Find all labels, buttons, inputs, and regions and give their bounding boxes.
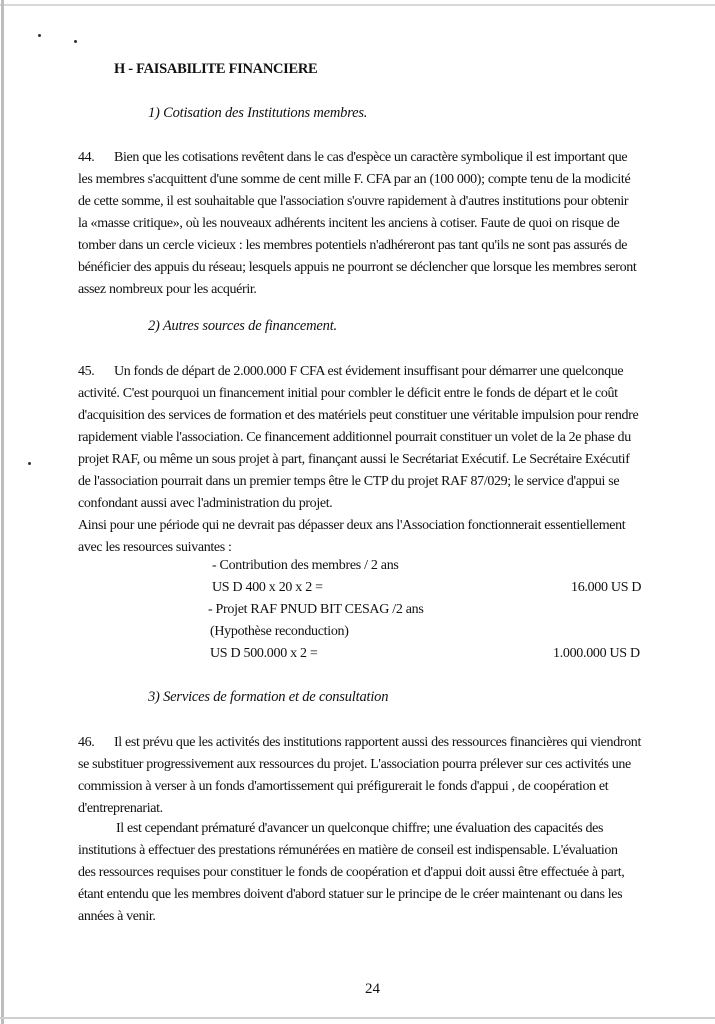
text-line: avec les resources suivantes : [78,540,232,555]
text-line: Il est cependant prématuré d'avancer un quelconque chiffre; une évaluation des capacités des [116,821,604,836]
scan-left-edge [1,0,4,1024]
scan-speck [38,34,41,37]
text-line: de l'association pourrait dans un premier temps être le CTP du projet RAF 87/029; le service d'appui se [78,474,620,489]
text-line: d'entreprenariat. [78,801,163,816]
scan-speck [28,462,31,465]
text-line: Bien que les cotisations revêtent dans le cas d'espèce un caractère symbolique il est important que [114,150,628,165]
scan-bottom-edge [0,1017,715,1019]
scan-top-edge [0,4,715,6]
budget-note: (Hypothèse reconduction) [210,624,349,639]
text-line: projet RAF, ou même un sous projet à part, finançant aussi le Secrétariat Exécutif. Le Secrétaire Exécutif [78,452,630,467]
text-line: activité. C'est pourquoi un financement initial pour combler le déficit entre le fonds de départ et le coût [78,386,618,401]
paragraph-46 [78,732,674,820]
text-line: tomber dans un cercle vicieux : les membres potentiels n'adhéreront pas tant qu'ils ne sont pas assurés de [78,238,628,253]
text-line: Il est prévu que les activités des institutions rapportent aussi des ressources financières qui viendront [114,735,641,750]
paragraph-number: 46. [78,735,95,750]
text-line: institutions à effectuer des prestations rémunérées en matière de conseil est indispensable. L'évaluation [78,843,618,858]
scan-speck [74,40,77,43]
text-line: assez nombreux pour les acquérir. [78,282,257,297]
budget-amount: 16.000 US D [571,580,642,595]
text-line: bénéficier des appuis du réseau; lesquels appuis ne pourront se déclencher que lorsque les membres seront [78,260,637,275]
budget-amount: 1.000.000 US D [553,646,640,661]
paragraph-44 [78,147,674,301]
subsection-title-2: 2) Autres sources de financement. [148,318,337,334]
text-line: des ressources requises pour constituer le fonds de coopération et d'appui doit aussi être effectuée à part, [78,865,625,880]
section-heading: H - FAISABILITE FINANCIERE [114,61,318,77]
paragraph-number: 44. [78,150,95,165]
text-line: Un fonds de départ de 2.000.000 F CFA est évidement insuffisant pour démarrer une quelconque [114,364,624,379]
budget-item-label: - Projet RAF PNUD BIT CESAG /2 ans [208,602,424,617]
subsection-title-1: 1) Cotisation des Institutions membres. [148,105,368,121]
text-line: les membres s'acquittent d'une somme de cent mille F. CFA par an (100 000); compte tenu de la modicité [78,172,631,187]
text-line: se substituer progressivement aux ressources du projet. L'association pourra prélever sur ces activités une [78,757,631,772]
text-line: de cette somme, il est souhaitable que l'association s'ouvre rapidement à d'autres institutions pour obtenir [78,194,629,209]
subsection-title-3: 3) Services de formation et de consultation [148,689,389,705]
paragraph-number: 45. [78,364,95,379]
text-line: d'acquisition des services de formation et des matériels peut constituer une véritable impulsion pour rendre [78,408,639,423]
budget-calculation: US D 400 x 20 x 2 = [212,580,323,595]
text-line: étant entendu que les membres doivent d'abord statuer sur le principe de le créer maintenant ou dans les [78,887,623,902]
page-number: 24 [365,981,380,997]
text-line: années à venir. [78,909,156,924]
text-line: Ainsi pour une période qui ne devrait pas dépasser deux ans l'Association fonctionnerait essentiellement [78,518,626,533]
text-line: la «masse critique», où les nouveaux adhérents incitent les anciens à cotiser. Faute de quoi on risque de [78,216,620,231]
text-line: confondant aussi avec l'administration du projet. [78,496,333,511]
text-line: rapidement viable l'association. Ce financement additionnel pourrait constituer un volet de la 2e phase du [78,430,631,445]
text-line: commission à verser à un fonds d'amortissement qui préfigurerait le fonds d'appui , de coopération et [78,779,609,794]
budget-item-label: - Contribution des membres / 2 ans [212,558,399,573]
paragraph-45 [78,361,674,559]
paragraph-continuation [78,818,674,928]
budget-calculation: US D 500.000 x 2 = [210,646,318,661]
